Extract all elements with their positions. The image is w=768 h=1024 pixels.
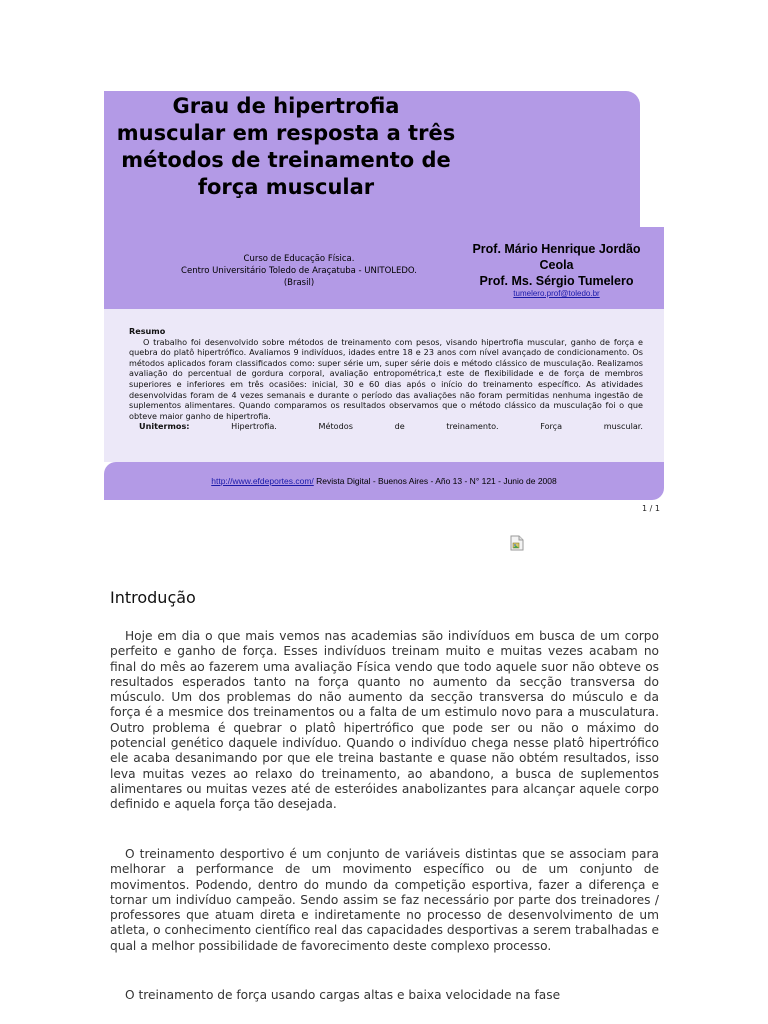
abstract-block: [104, 309, 664, 462]
author-2: Prof. Ms. Sérgio Tumelero: [479, 274, 634, 288]
institution-name: Centro Universitário Toledo de Araçatuba - UNITOLEDO.: [181, 266, 417, 276]
body-paragraph: O treinamento de força usando cargas altas e baixa velocidade na fase: [125, 988, 561, 1002]
keyword: de: [394, 421, 405, 432]
abstract: [129, 326, 643, 432]
keyword: treinamento.: [446, 421, 499, 432]
journal-citation: Revista Digital - Buenos Aires - Año 13 - N° 121 - Junio de 2008: [313, 476, 557, 486]
title-block: [104, 91, 640, 227]
abstract-text: O trabalho foi desenvolvido sobre métodos de treinamento com pesos, visando hipertrofia muscular, ganho de força e quebra do platô hipertrófico. Avaliamos 9 indivíduos, idades entre 18 e 23 anos com nível avançado de condicionamento. Os métodos aplicados foram classificados como: super série um, super série dois e método clássico de musculação. Realizamos avaliação do percentual de gordura corporal, avaliação entropométrica,t este de flexibilidade e de força de membros superiores e inferiores em três ocasiões: inicial, 30 e 60 dias após o início do treinamento específico. As atividades desenvolvidas foram de 4 vezes semanais e durante o período das avaliações não foram permitidas nenhuma ingestão de suplementos alimentares. Quando comparamos os resultados observamos que o método clássico da musculação foi o que obteve maior ganho de hipertrofia.: [129, 336, 643, 421]
keywords-line: [129, 421, 643, 432]
authors: [464, 241, 649, 299]
broken-image-icon: [510, 535, 524, 551]
keyword: muscular.: [603, 421, 643, 432]
institution-info: [164, 253, 434, 289]
keyword: Hipertrofia.: [231, 421, 277, 432]
body-paragraph: Hoje em dia o que mais vemos nas academias são indivíduos em busca de um corpo perfeito e ganho de força. Esses indivíduos treinam muito e muitas vezes acabam no final do mês ao fazerem uma avaliação Física vendo que todo aquele suor não obteve os resultados esperados tanto na força quanto no aumento da secção transversa do músculo. Um dos problemas do não aumento da secção transversa do músculo e da força é a mesmice dos treinamentos ou a falta de um estimulo novo para a musculatura. Outro problema é quebrar o platô hipertrófico que pode ser ou não o máximo do potencial genético daquele indivíduo. Quando o indivíduo chega nesse platô hipertrófico ele acaba desanimando por que ele treina bastante e quase não obtém resultados, isso leva muitas vezes ao relaxo do treinamento, ao abandono, a busca de suplementos alimentares ou muitas vezes até de esteróides anabolizantes para alcançar aquele corpo definido e aquela força tão desejada.: [110, 629, 659, 812]
author-email-link[interactable]: tumelero.prof@toledo.br: [513, 289, 600, 298]
body-paragraph: O treinamento desportivo é um conjunto de variáveis distintas que se associam para melhorar a performance de um movimento específico ou de um conjunto de movimentos. Podendo, dentro do mundo da competição esportiva, fazer a diferença e tornar um indivíduo campeão. Sendo assim se faz necessário por parte dos treinadores / professores que atuam direta e indiretamente no processo de desenvolvimento de um atleta, o conhecimento científico real das capacidades desportivas a serem trabalhadas e qual a melhor possibilidade de favorecimento deste complexo processo.: [110, 847, 659, 953]
article-header: [104, 91, 664, 500]
author-band: [104, 227, 664, 309]
keywords-label: Unitermos:: [139, 421, 190, 432]
journal-footer: [104, 462, 664, 500]
keyword: Força: [540, 421, 563, 432]
article-title: Grau de hipertrofia muscular em resposta a três métodos de treinamento de força muscular: [116, 94, 456, 199]
institution-course: Curso de Educação Física.: [243, 254, 355, 264]
institution-country: (Brasil): [283, 278, 315, 288]
page-indicator: 1 / 1: [642, 504, 660, 513]
abstract-label: Resumo: [129, 326, 166, 336]
keyword: Métodos: [318, 421, 353, 432]
section-heading: Introdução: [110, 588, 196, 607]
author-1: Prof. Mário Henrique Jordão Ceola: [472, 242, 641, 272]
journal-link[interactable]: http://www.efdeportes.com/: [211, 476, 314, 486]
